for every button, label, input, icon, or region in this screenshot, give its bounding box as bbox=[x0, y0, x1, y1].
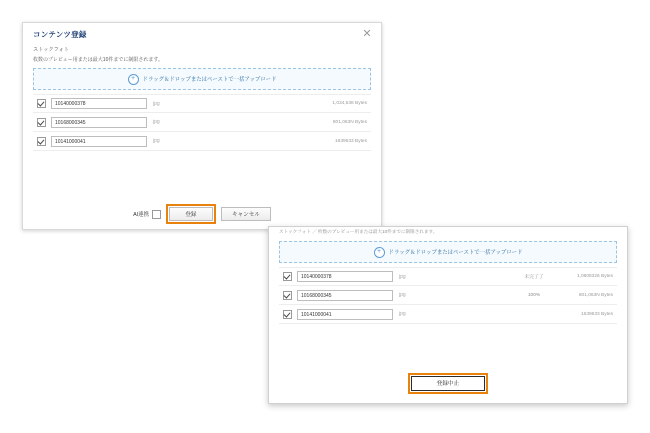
ai-link-checkbox[interactable] bbox=[152, 210, 161, 219]
row-checkbox[interactable] bbox=[37, 99, 46, 108]
ai-link-label: AI連携 bbox=[133, 212, 149, 218]
file-list bbox=[33, 94, 371, 151]
cancel-button[interactable]: キャンセル bbox=[221, 207, 271, 221]
filename-input[interactable]: 10141000041 bbox=[51, 136, 147, 147]
dialog-header bbox=[23, 23, 381, 45]
file-size: 1639633 Bytes bbox=[334, 138, 367, 144]
filename-input[interactable]: 10141000041 bbox=[297, 309, 393, 320]
filename-input[interactable]: 10168000345 bbox=[297, 290, 393, 301]
file-size: 801,063N Bytes bbox=[578, 292, 613, 298]
file-size: 801,063N Bytes bbox=[332, 119, 367, 125]
file-extension: jpg bbox=[153, 100, 160, 107]
dropzone-label: ドラッグ＆ドロップまたはペーストで一括アップロード bbox=[388, 250, 523, 256]
filename-input[interactable]: 10140000378 bbox=[297, 271, 393, 282]
row-checkbox[interactable] bbox=[37, 118, 46, 127]
ai-link-option[interactable] bbox=[133, 210, 161, 219]
upload-dropzone[interactable] bbox=[33, 68, 371, 90]
dialog-footer bbox=[23, 207, 381, 221]
file-size: 1,034,538 Bytes bbox=[332, 101, 367, 106]
table-row[interactable] bbox=[279, 286, 617, 305]
close-icon[interactable]: ✕ bbox=[362, 28, 372, 40]
table-row[interactable] bbox=[279, 267, 617, 286]
content-registration-dialog bbox=[22, 22, 382, 230]
table-row[interactable] bbox=[33, 132, 371, 151]
file-extension: jpg bbox=[153, 138, 160, 144]
file-list bbox=[279, 267, 617, 324]
filename-input[interactable]: 10168000345 bbox=[51, 117, 147, 128]
dropzone-label: ドラッグ＆ドロップまたはペーストで一括アップロード bbox=[142, 77, 277, 83]
filename-input[interactable]: 10140000378 bbox=[51, 98, 147, 109]
register-button[interactable]: 登録 bbox=[169, 207, 213, 221]
row-checkbox[interactable] bbox=[283, 310, 292, 319]
table-row[interactable] bbox=[279, 305, 617, 324]
row-checkbox[interactable] bbox=[37, 137, 46, 146]
front-dialog-body bbox=[269, 236, 627, 324]
page-title: コンテンツ登録 bbox=[33, 30, 87, 39]
row-status: 100% bbox=[527, 292, 541, 298]
plus-circle-icon: + bbox=[128, 74, 139, 85]
front-top-strip: ストックフォト ／ 枚数のプレビュー用または最大10件までに制限されます。 bbox=[279, 229, 438, 234]
upload-progress-dialog bbox=[268, 226, 628, 404]
file-size: 1639633 Bytes bbox=[580, 311, 613, 317]
file-extension: jpg bbox=[399, 311, 406, 317]
row-checkbox[interactable] bbox=[283, 272, 292, 281]
upload-note: 枚数のプレビュー用または最大10件までに制限されます。 bbox=[33, 57, 163, 63]
cancel-registration-button[interactable]: 登録中止 bbox=[411, 376, 485, 391]
table-row[interactable] bbox=[33, 94, 371, 113]
front-dialog-footer bbox=[269, 376, 627, 391]
row-status: 未完了了 bbox=[524, 275, 544, 280]
file-extension: jpg bbox=[399, 292, 406, 298]
file-extension: jpg bbox=[153, 119, 160, 125]
plus-circle-icon: + bbox=[374, 247, 385, 258]
file-extension: jpg bbox=[399, 273, 406, 280]
upload-dropzone[interactable] bbox=[279, 241, 617, 263]
row-checkbox[interactable] bbox=[283, 291, 292, 300]
dialog-body bbox=[23, 63, 381, 151]
section-label: ストックフォト bbox=[33, 47, 69, 53]
file-size: 1,0808326 Bytes bbox=[576, 274, 613, 279]
table-row[interactable] bbox=[33, 113, 371, 132]
